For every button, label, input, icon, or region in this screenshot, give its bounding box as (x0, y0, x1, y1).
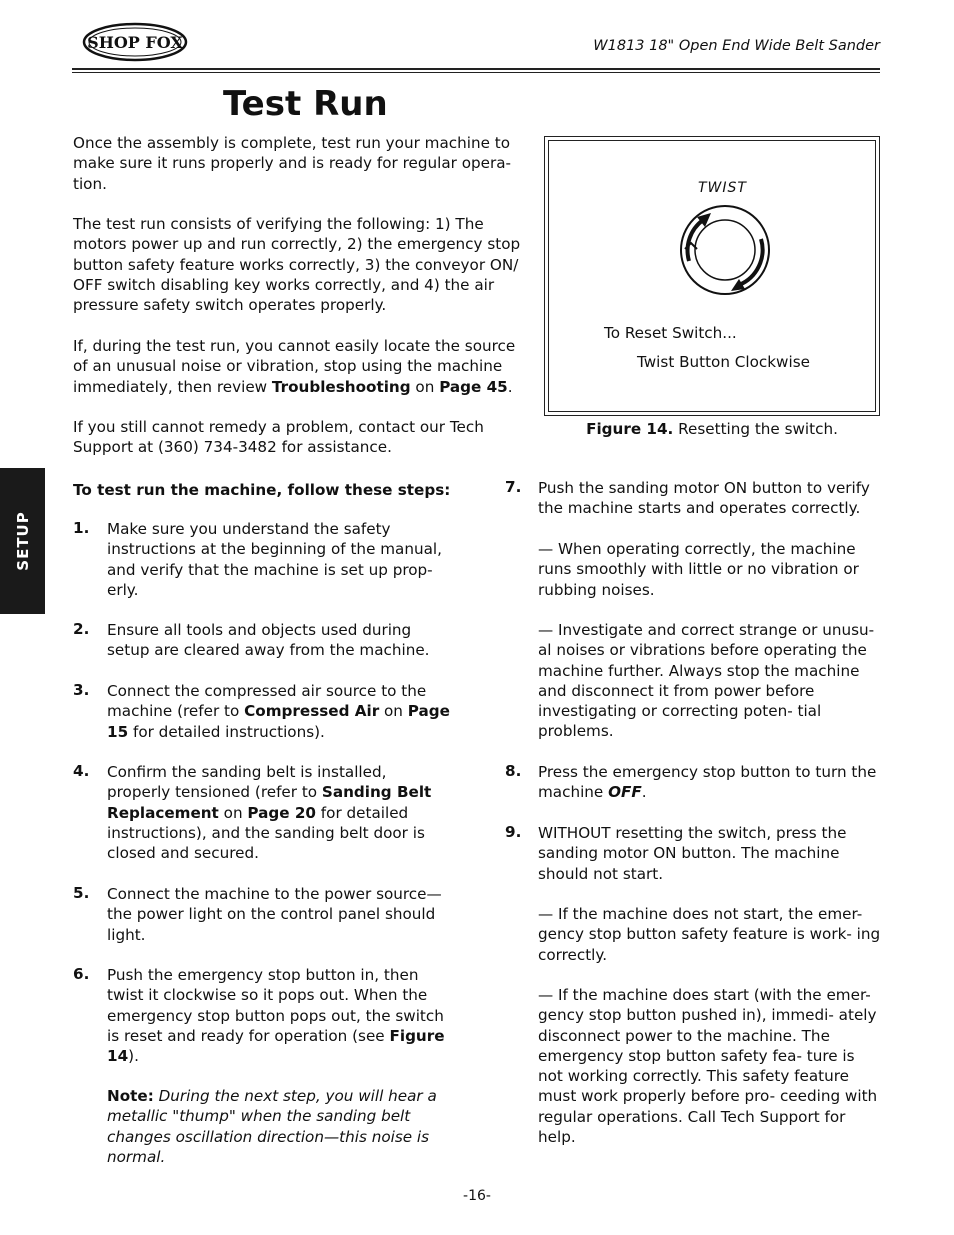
figure-14-box (544, 136, 880, 416)
steps-heading: To test run the machine, follow these steps: (73, 481, 451, 499)
intro-paragraph-1: Once the assembly is complete, test run your machine to make sure it runs properly and is ready for regular opera- tion. (73, 134, 512, 193)
header-rule-thin (72, 72, 880, 73)
document-title: W1813 18" Open End Wide Belt Sander (593, 38, 880, 54)
shop-fox-logo (82, 22, 188, 62)
page-number: -16- (463, 1188, 491, 1204)
intro-paragraph-3: If, during the test run, you cannot easily locate the source of an unusual noise or vibration, stop using the machine immediately, then review Troubleshooting on Page 45. (73, 337, 516, 396)
twist-label: TWIST (698, 180, 747, 196)
intro-paragraph-4: If you still cannot remedy a problem, contact our Tech Support at (360) 734-3482 for assistance. (73, 418, 484, 457)
logo-text: SHOP FOX (87, 33, 183, 52)
intro-paragraph-2: The test run consists of verifying the following: 1) The motors power up and run correctly, 2) the emergency stop button safety feature works correctly, 3) the conveyor ON/ OFF switch disabling key works correctly, and 4) the air pressure safety switch operates properly. (73, 215, 521, 315)
page-title: Test Run (223, 84, 388, 124)
step-7-bullet-b: — Investigate and correct strange or unusu- al noises or vibrations before operating the machine further. Always stop the machine and disconnect it from power before investigating or correcting poten- tial problems. (538, 621, 875, 741)
step-9-bullet-a: — If the machine does not start, the emer- gency stop button safety feature is work- ing correctly. (538, 905, 881, 964)
header-rule (72, 68, 880, 70)
step-7-bullet-a: — When operating correctly, the machine runs smoothly with little or no vibration or rubbing noises. (538, 540, 859, 599)
section-side-tab: SETUP (0, 468, 45, 614)
reset-instruction-line-1: To Reset Switch... (604, 324, 737, 342)
reset-instruction-line-2: Twist Button Clockwise (637, 353, 810, 371)
reset-switch-icon (673, 203, 777, 297)
figure-caption: Figure 14. Resetting the switch. (586, 420, 838, 438)
step-6-note: Note: During the next step, you will hear a metallic "thump" when the sanding belt changes oscillation direction—this noise is normal. (107, 1087, 437, 1166)
step-9-bullet-b: — If the machine does start (with the emer- gency stop button pushed in), immedi- ately disconnect power to the machine. The emergency stop button safety fea- ture is not working correctly. This safety feature must work properly before pro- ceeding with regular operations. Call Tech Support for help. (538, 986, 878, 1147)
